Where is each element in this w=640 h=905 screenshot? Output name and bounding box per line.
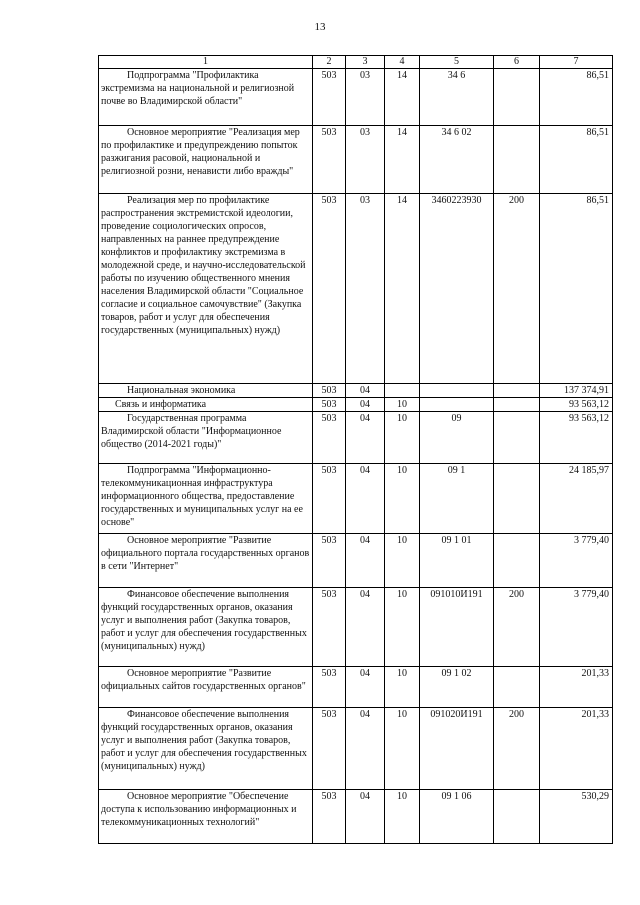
cell-c3: 04 <box>346 398 385 412</box>
cell-c5: 091020И191 <box>420 708 494 790</box>
header-row <box>99 56 613 69</box>
cell-c6: 200 <box>494 708 540 790</box>
row-name: Подпрограмма "Профилактика экстремизма на национальной и религиозной почве во Владимирской области" <box>99 69 313 126</box>
cell-c5: 09 1 <box>420 464 494 534</box>
cell-c2: 503 <box>313 588 346 667</box>
cell-c6: 200 <box>494 194 540 384</box>
cell-c5: 34 6 <box>420 69 494 126</box>
row-name: Финансовое обеспечение выполнения функций государственных органов, оказания услуг и выполнения работ (Закупка товаров, работ и услуг для обеспечения государственных (муниципальных) нужд) <box>99 588 313 667</box>
cell-c3: 04 <box>346 384 385 398</box>
table-row <box>99 534 613 588</box>
row-name: Финансовое обеспечение выполнения функций государственных органов, оказания услуг и выполнения работ (Закупка товаров, работ и услуг для обеспечения государственных (муниципальных) нужд) <box>99 708 313 790</box>
header-cell: 6 <box>494 56 540 69</box>
page-number: 13 <box>314 21 326 33</box>
cell-c3: 04 <box>346 708 385 790</box>
cell-c3: 04 <box>346 790 385 844</box>
table-row <box>99 398 613 412</box>
cell-c4: 10 <box>385 790 420 844</box>
cell-c6 <box>494 126 540 194</box>
cell-c2: 503 <box>313 69 346 126</box>
cell-c3: 03 <box>346 194 385 384</box>
table-row <box>99 194 613 384</box>
cell-c4: 10 <box>385 534 420 588</box>
cell-c6 <box>494 790 540 844</box>
cell-c3: 04 <box>346 667 385 708</box>
cell-c7: 86,51 <box>540 69 613 126</box>
cell-c7: 201,33 <box>540 667 613 708</box>
cell-c6: 200 <box>494 588 540 667</box>
cell-c7: 24 185,97 <box>540 464 613 534</box>
row-name: Национальная экономика <box>99 384 313 398</box>
cell-c5: 09 1 06 <box>420 790 494 844</box>
cell-c4: 10 <box>385 667 420 708</box>
cell-c3: 04 <box>346 412 385 464</box>
cell-c4: 14 <box>385 69 420 126</box>
cell-c7: 3 779,40 <box>540 588 613 667</box>
cell-c6 <box>494 69 540 126</box>
cell-c3: 03 <box>346 126 385 194</box>
cell-c7: 137 374,91 <box>540 384 613 398</box>
cell-c2: 503 <box>313 464 346 534</box>
cell-c3: 04 <box>346 534 385 588</box>
table-row <box>99 412 613 464</box>
cell-c2: 503 <box>313 126 346 194</box>
table-row <box>99 708 613 790</box>
cell-c4: 14 <box>385 194 420 384</box>
table-row <box>99 667 613 708</box>
header-cell: 3 <box>346 56 385 69</box>
table-row <box>99 384 613 398</box>
cell-c6 <box>494 384 540 398</box>
cell-c5: 09 1 01 <box>420 534 494 588</box>
cell-c7: 3 779,40 <box>540 534 613 588</box>
row-name: Реализация мер по профилактике распространения экстремистской идеологии, проведение социологических опросов, направленных на раннее предупреждение конфликтов и профилактику экстремизма в молодежной среде, и научно-исследовательской работы по изучению общественного мнения населения Владимирской области "Социальное согласие и социальное самочувствие" (Закупка товаров, работ и услуг для обеспечения государственных (муниципальных) нужд) <box>99 194 313 384</box>
cell-c7: 93 563,12 <box>540 398 613 412</box>
cell-c2: 503 <box>313 194 346 384</box>
cell-c4: 10 <box>385 708 420 790</box>
cell-c4: 10 <box>385 412 420 464</box>
cell-c7: 201,33 <box>540 708 613 790</box>
header-cell: 5 <box>420 56 494 69</box>
table-row <box>99 126 613 194</box>
cell-c2: 503 <box>313 534 346 588</box>
row-name: Государственная программа Владимирской области "Информационное общество (2014-2021 годы)" <box>99 412 313 464</box>
cell-c5: 091010И191 <box>420 588 494 667</box>
cell-c2: 503 <box>313 398 346 412</box>
cell-c6 <box>494 667 540 708</box>
cell-c2: 503 <box>313 412 346 464</box>
cell-c2: 503 <box>313 384 346 398</box>
header-cell: 1 <box>99 56 313 69</box>
row-name: Подпрограмма "Информационно-телекоммуникационная инфраструктура информационного общества, предоставление государственных и муниципальных услуг на ее основе" <box>99 464 313 534</box>
cell-c7: 86,51 <box>540 194 613 384</box>
row-name: Основное мероприятие "Развитие официального портала государственных органов в сети "Интернет" <box>99 534 313 588</box>
row-name: Связь и информатика <box>99 398 313 412</box>
row-name: Основное мероприятие "Обеспечение доступа к использованию информационных и телекоммуникационных технологий" <box>99 790 313 844</box>
cell-c6 <box>494 398 540 412</box>
cell-c3: 04 <box>346 464 385 534</box>
table-row <box>99 588 613 667</box>
row-name: Основное мероприятие "Реализация мер по профилактике и предупреждению попыток разжигания расовой, национальной и религиозной розни, ненависти либо вражды" <box>99 126 313 194</box>
header-cell: 7 <box>540 56 613 69</box>
cell-c4: 14 <box>385 126 420 194</box>
cell-c6 <box>494 534 540 588</box>
table-row <box>99 69 613 126</box>
cell-c4: 10 <box>385 398 420 412</box>
cell-c5 <box>420 384 494 398</box>
cell-c7: 530,29 <box>540 790 613 844</box>
cell-c3: 03 <box>346 69 385 126</box>
budget-table <box>98 55 613 844</box>
cell-c2: 503 <box>313 790 346 844</box>
cell-c6 <box>494 412 540 464</box>
table-row <box>99 790 613 844</box>
cell-c4: 10 <box>385 588 420 667</box>
cell-c6 <box>494 464 540 534</box>
cell-c3: 04 <box>346 588 385 667</box>
cell-c5 <box>420 398 494 412</box>
header-cell: 2 <box>313 56 346 69</box>
row-name: Основное мероприятие "Развитие официальных сайтов государственных органов" <box>99 667 313 708</box>
table-row <box>99 464 613 534</box>
cell-c4: 10 <box>385 464 420 534</box>
cell-c5: 09 <box>420 412 494 464</box>
cell-c7: 86,51 <box>540 126 613 194</box>
cell-c5: 3460223930 <box>420 194 494 384</box>
cell-c5: 34 6 02 <box>420 126 494 194</box>
cell-c2: 503 <box>313 708 346 790</box>
header-cell: 4 <box>385 56 420 69</box>
cell-c2: 503 <box>313 667 346 708</box>
cell-c7: 93 563,12 <box>540 412 613 464</box>
cell-c5: 09 1 02 <box>420 667 494 708</box>
cell-c4 <box>385 384 420 398</box>
